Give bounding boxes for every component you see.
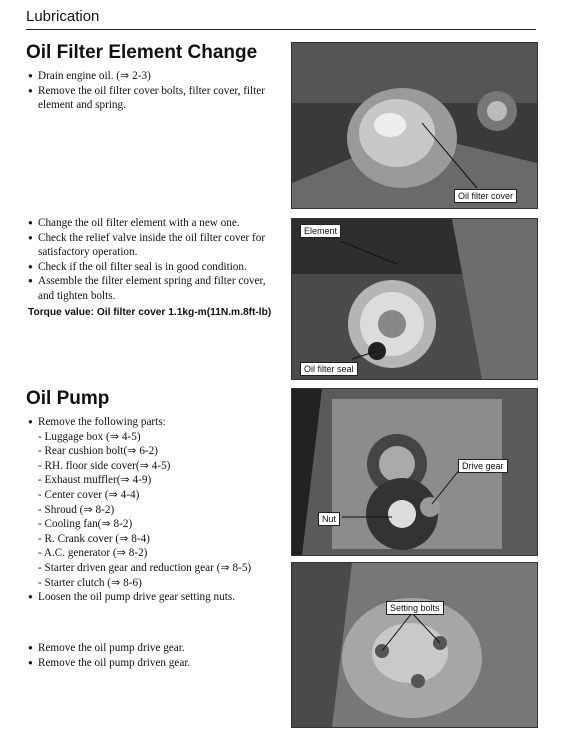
oil-filter-cover-illustration: [292, 43, 537, 208]
step-change-element: ● Change the oil filter element with a new one.: [28, 216, 282, 231]
step-remove-drive-gear: ● Remove the oil pump drive gear.: [28, 641, 282, 656]
callout-oil-filter-cover: Oil filter cover: [454, 189, 517, 203]
part-item: - Luggage box (⇒ 4-5): [38, 430, 141, 443]
torque-value: Torque value: Oil filter cover 1.1kg-m(11N.m.8ft-lb): [28, 306, 272, 318]
step-remove-cover: ● Remove the oil filter cover bolts, filter cover, filter element and spring.: [28, 84, 282, 113]
setting-bolts-illustration: [292, 563, 537, 727]
part-item: - Center cover (⇒ 4-4): [38, 488, 140, 501]
part-item: - R. Crank cover (⇒ 8-4): [38, 532, 150, 545]
section-header: Lubrication: [26, 8, 100, 25]
photo-oil-filter-cover: [291, 42, 538, 209]
callout-element: Element: [300, 224, 341, 238]
oil-pump-title: Oil Pump: [26, 388, 110, 409]
oil-filter-steps-b: [28, 216, 282, 320]
step-drain-oil: ● Drain engine oil. (⇒ 2-3): [28, 69, 282, 84]
callout-nut: Nut: [318, 512, 340, 526]
step-assemble: ● Assemble the filter element spring and filter cover, and tighten bolts.: [28, 274, 282, 303]
part-item: - Shroud (⇒ 8-2): [38, 503, 115, 516]
part-item: - Cooling fan(⇒ 8-2): [38, 518, 133, 531]
part-item: - Exhaust muffler(⇒ 4-9): [38, 474, 152, 487]
oil-pump-steps-c: [28, 641, 282, 670]
photo-setting-bolts: [291, 562, 538, 728]
step-check-seal: ● Check if the oil filter seal is in good condition.: [28, 260, 282, 275]
callout-setting-bolts: Setting bolts: [386, 601, 444, 615]
header-rule: [26, 29, 536, 30]
step-remove-parts: ● Remove the following parts:: [28, 415, 282, 430]
callout-drive-gear: Drive gear: [458, 459, 508, 473]
photo-filter-element: [291, 218, 538, 380]
part-item: - A.C. generator (⇒ 8-2): [38, 547, 148, 560]
callout-oil-filter-seal: Oil filter seal: [300, 362, 358, 376]
photo-drive-gear: [291, 388, 538, 556]
step-remove-driven-gear: ● Remove the oil pump driven gear.: [28, 656, 282, 671]
part-item: - Starter driven gear and reduction gear (⇒ 8-5): [38, 561, 252, 574]
part-item: - Rear cushion bolt(⇒ 6-2): [38, 445, 158, 458]
part-item: - Starter clutch (⇒ 8-6): [38, 576, 142, 589]
oil-pump-steps: [28, 415, 282, 605]
part-item: - RH. floor side cover(⇒ 4-5): [38, 459, 171, 472]
step-check-relief-valve: ● Check the relief valve inside the oil filter cover for satisfactory operation.: [28, 231, 282, 260]
oil-filter-title: Oil Filter Element Change: [26, 42, 258, 63]
oil-filter-steps-a: [28, 69, 282, 113]
step-loosen-nuts: ● Loosen the oil pump drive gear setting nuts.: [28, 590, 282, 605]
filter-element-illustration: [292, 219, 537, 379]
